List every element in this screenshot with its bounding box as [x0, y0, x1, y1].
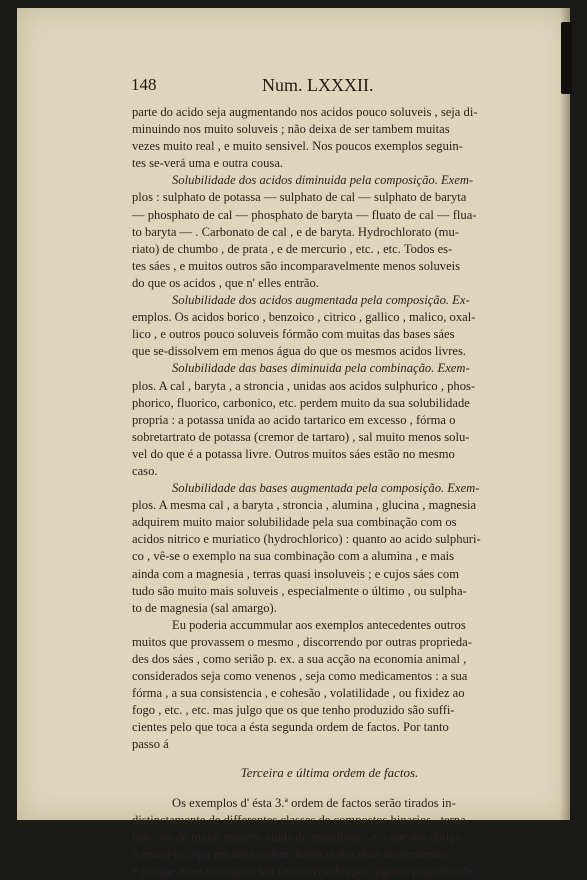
- text-line: fogo , etc. , etc. mas julgo que os que tenho produzido são suffi-: [132, 703, 455, 718]
- text-line: adquirem muito maior solubilidade pela sua combinação com os: [132, 515, 457, 530]
- text-line: acidos nitrico e muriatico (hydrochlorico) : quanto ao acido sulphuri-: [132, 532, 481, 547]
- text-line: muitos que provassem o mesmo , discorrendo por outras proprieda-: [132, 634, 472, 649]
- section-heading: Terceira e última ordem de factos.: [240, 764, 419, 780]
- text-line: riato) de chumbo , de prata , e de mercurio , etc. , etc. Todos es-: [132, 241, 453, 256]
- text-line: minuindo nos muito soluveis ; não deixa de ser tambem muitas: [132, 122, 450, 137]
- text-line: lico , e outros pouco soluveis fórmão com muitas das bases sáes: [132, 327, 455, 342]
- text-line: propria : a potassa unida ao acido tartarico em excesso , fórma o: [132, 412, 456, 427]
- text-line: co , vê-se o exemplo na sua combinação com a alumina , e mais: [132, 549, 455, 564]
- text-line: vezes muito real , e muito sensivel. Nos poucos exemplos seguin-: [132, 139, 463, 154]
- text-line: sobretartrato de potassa (cremor de tartaro) , sal muito menos solu-: [132, 429, 470, 444]
- text-line: a reunil-os aqui em uma ordem distincta das duas antecedentes ,: [132, 846, 455, 861]
- text-line: — phosphato de cal — phosphato de baryta — fluato de cal — flua-: [132, 207, 477, 222]
- text-line: phorico, fluorico, carbonico, etc. perdem muito da sua solubilidade: [132, 395, 470, 410]
- text-line: do que os acidos , que n' elles entrão.: [132, 275, 319, 290]
- section-lead-line: Solubilidade das bases augmentada pela composição. Exem-: [172, 481, 480, 496]
- text-line: Eu poderia accummular aos exemplos antecedentes outros: [172, 617, 466, 632]
- text-line: fórma , a sua consistencia , e cohesão , volatilidade , ou fixidez ao: [132, 686, 465, 701]
- section-lead-line: Solubilidade das bases diminuida pela combinação. Exem-: [172, 361, 470, 376]
- text-line: caso.: [132, 463, 158, 478]
- text-line: plos. A mesma cal , a baryta , stroncia , alumina , glucina , magnesia: [132, 498, 477, 513]
- page-number: 148: [131, 75, 157, 94]
- text-line: que se-dissolvem em menos água do que os mesmos acidos livres.: [132, 344, 467, 359]
- section-lead-line: Solubilidade dos acidos diminuida pela composição. Exem-: [172, 173, 474, 188]
- text-line: ainda com a magnesia , terras quasi insoluveis ; e cujos sáes com: [132, 566, 459, 581]
- running-title: Num. LXXXII.: [262, 75, 374, 95]
- text-line: tudo são muito mais soluveis , especialmente o último , ou sulpha-: [132, 583, 467, 598]
- text-line: parte do acido seja augmentando nos acidos pouco soluveis , seja di-: [132, 105, 478, 119]
- text-line: Os exemplos d' ésta 3.ª ordem de factos serão tirados in-: [172, 795, 456, 810]
- text-line: distinctamente de differentes classes de compostos binarios , terna-: [132, 812, 470, 827]
- text-line: considerados seja como venenos , seja como medicamentos : a sua: [132, 669, 468, 684]
- page-header: [0, 75, 587, 99]
- text-line: passo á: [132, 737, 169, 752]
- text-line: tes se-verá uma e outra cousa.: [132, 156, 284, 171]
- text-line: des dos sáes , como serião p. ex. a sua acção na economia animal ,: [132, 652, 467, 666]
- section-lead-line: Solubilidade dos acidos augmentada pela composição. Ex-: [172, 293, 470, 308]
- text-line: tes sáes , e muitos outros são incomparavelmente menos soluveis: [132, 258, 461, 273]
- body-text: [132, 104, 517, 880]
- text-line: é porque estes exemplos são caracterisados por alguma propriedade: [132, 864, 473, 879]
- text-line: plos : sulphato de potassa — sulphato de cal — sulphato de baryta: [132, 190, 467, 205]
- text-line: vel do que é a potassa livre. Outros muitos sáes estão no mesmo: [132, 446, 455, 461]
- text-line: cientes pelo que toca a ésta segunda ordem de factos. Por tanto: [132, 720, 449, 735]
- text-line: to baryta — . Carbonato de cal , e de baryta. Hydrochlorato (mu-: [132, 224, 459, 239]
- text-line: to de magnesia (sal amargo).: [132, 600, 277, 615]
- text-line: rios , ou de maior número ainda de principios : e o que me obriga: [132, 829, 462, 844]
- text-line: emplos. Os acidos borico , benzoico , citrico , gallico , malico, oxal-: [132, 310, 476, 325]
- text-line: plos. A cal , baryta , a stroncia , unidas aos acidos sulphurico , phos-: [132, 378, 476, 393]
